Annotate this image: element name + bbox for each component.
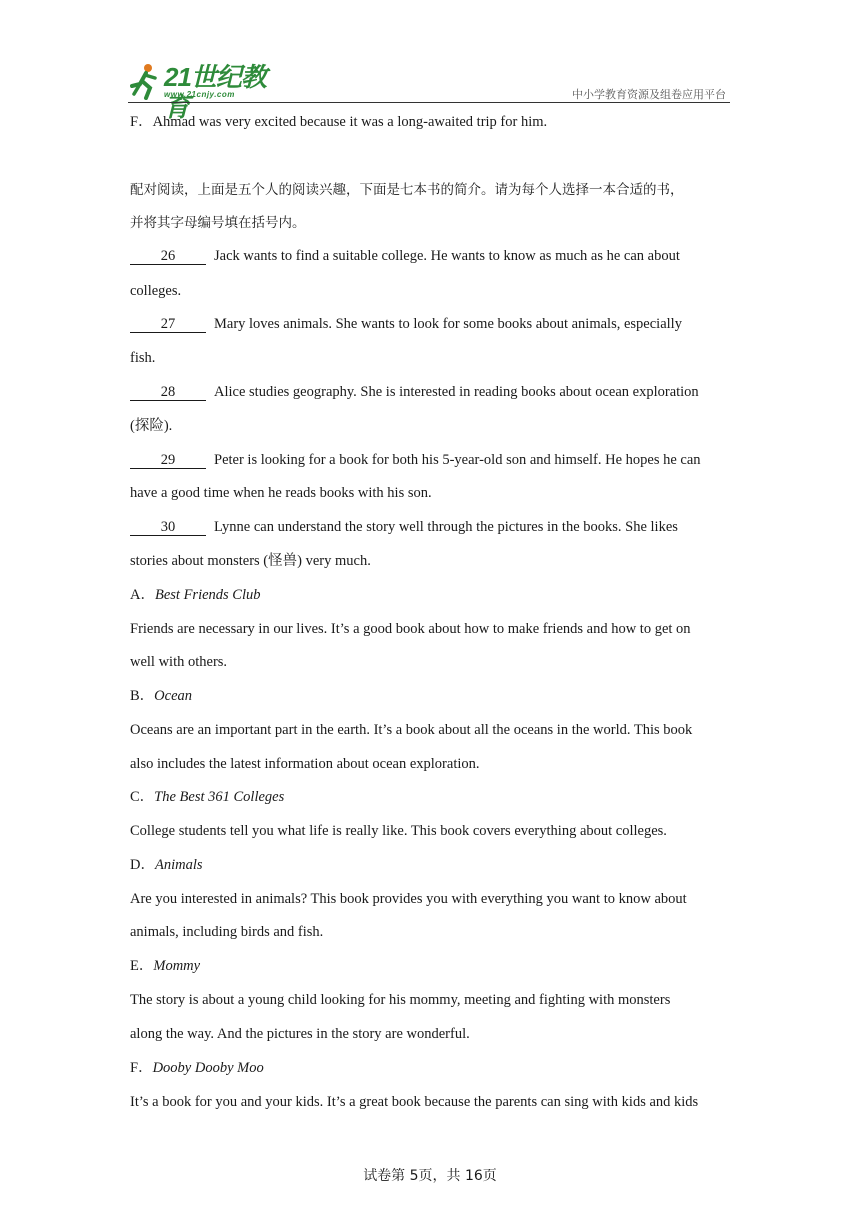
instructions-line-2: 并将其字母编号填在括号内。 — [130, 215, 306, 231]
book-letter: E． — [130, 958, 154, 974]
book-description: along the way. And the pictures in the story are wonderful. — [130, 1026, 470, 1042]
question-text: Jack wants to find a suitable college. He wants to know as much as he can about — [214, 248, 680, 264]
answer-blank[interactable]: 26 — [130, 248, 206, 265]
question-item — [130, 450, 730, 470]
book-letter: F． — [130, 1060, 153, 1076]
book-heading — [130, 956, 730, 976]
book-description: Oceans are an important part in the earth. It’s a book about all the oceans in the world. This book — [130, 722, 693, 738]
runner-logo-icon — [128, 62, 162, 100]
question-continuation: (探险). — [130, 418, 173, 434]
book-letter: A． — [130, 587, 155, 603]
answer-blank[interactable]: 30 — [130, 519, 206, 536]
question-text: Lynne can understand the story well through the pictures in the books. She likes — [214, 519, 678, 535]
book-heading — [130, 1058, 730, 1078]
answer-blank[interactable]: 28 — [130, 384, 206, 401]
header-divider — [128, 102, 730, 103]
previous-option-f: F．Ahmad was very excited because it was a long-awaited trip for him. — [130, 114, 548, 130]
book-heading — [130, 787, 730, 807]
book-description: College students tell you what life is really like. This book covers everything about colleges. — [130, 823, 667, 839]
question-item — [130, 246, 730, 266]
book-title: Mommy — [153, 958, 201, 974]
question-item — [130, 314, 730, 334]
book-description: animals, including birds and fish. — [130, 924, 324, 940]
book-heading — [130, 585, 730, 605]
book-description: Friends are necessary in our lives. It’s a good book about how to make friends and how to get on — [130, 621, 691, 637]
logo-url: www.21cnjy.com — [164, 90, 235, 99]
book-description: well with others. — [130, 654, 228, 670]
book-description: The story is about a young child looking for his mommy, meeting and fighting with monsters — [130, 992, 671, 1008]
instructions-line-1: 配对阅读，上面是五个人的阅读兴趣，下面是七本书的简介。请为每个人选择一本合适的书， — [130, 182, 684, 198]
answer-blank[interactable]: 29 — [130, 452, 206, 469]
book-title: Ocean — [154, 688, 193, 704]
book-letter: B． — [130, 688, 155, 704]
book-description: It’s a book for you and your kids. It’s a great book because the parents can sing with kids and kids — [130, 1094, 699, 1110]
question-text: Alice studies geography. She is interested in reading books about ocean exploration — [214, 384, 699, 400]
question-item — [130, 382, 730, 402]
book-title: Dooby Dooby Moo — [152, 1060, 264, 1076]
book-heading — [130, 855, 730, 875]
site-logo — [128, 62, 278, 122]
book-title: The Best 361 Colleges — [154, 789, 285, 805]
question-text: Peter is looking for a book for both his 5-year-old son and himself. He hopes he can — [214, 452, 701, 468]
header-tagline: 中小学教育资源及组卷应用平台 — [572, 88, 726, 101]
logo-name: 21世纪教育 — [164, 62, 266, 122]
book-title: Best Friends Club — [154, 587, 261, 603]
book-description: also includes the latest information about ocean exploration. — [130, 756, 480, 772]
book-letter: D． — [130, 857, 155, 873]
book-heading — [130, 686, 730, 706]
question-continuation: colleges. — [130, 283, 182, 299]
question-continuation: have a good time when he reads books with his son. — [130, 485, 432, 501]
question-item — [130, 517, 730, 537]
question-continuation: stories about monsters (怪兽) very much. — [130, 553, 371, 569]
book-title: Animals — [154, 857, 203, 873]
question-text: Mary loves animals. She wants to look for some books about animals, especially — [214, 316, 682, 332]
answer-blank[interactable]: 27 — [130, 316, 206, 333]
page-footer: 试卷第 5页，共 16页 — [363, 1168, 497, 1184]
question-continuation: fish. — [130, 350, 156, 366]
book-letter: C． — [130, 789, 155, 805]
book-description: Are you interested in animals? This book provides you with everything you want to know about — [130, 891, 687, 907]
